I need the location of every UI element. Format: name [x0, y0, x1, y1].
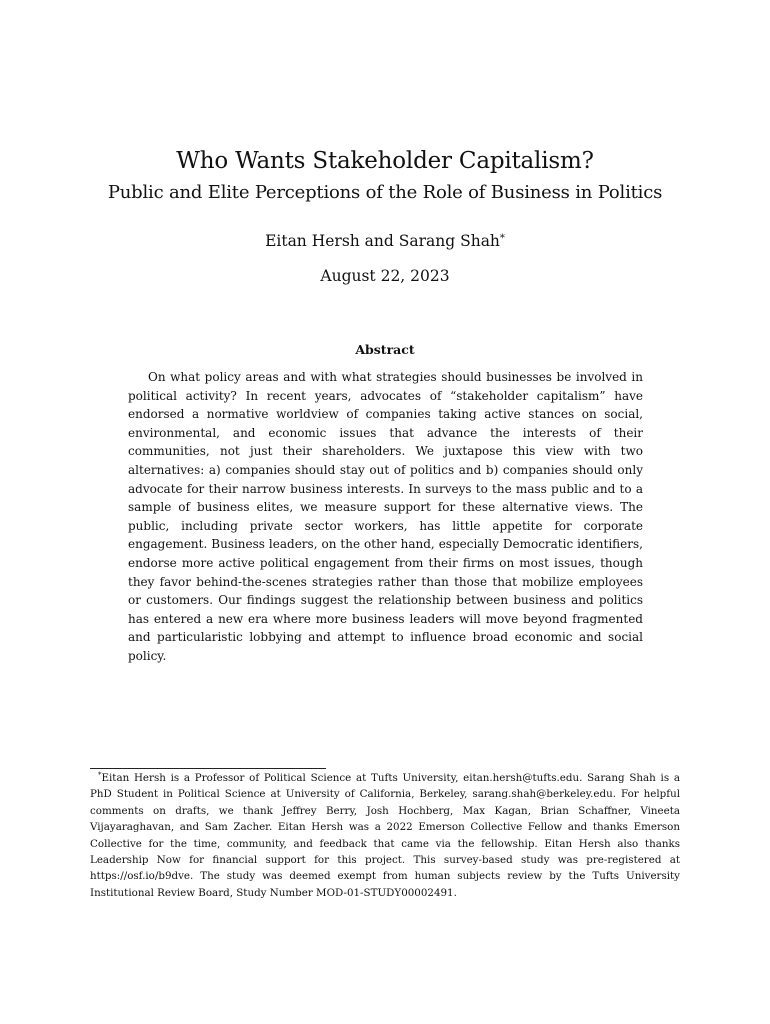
footnote-marker: * [98, 771, 102, 779]
paper-title: Who Wants Stakeholder Capitalism? [176, 148, 594, 174]
author-line [0, 231, 770, 251]
author-names: Eitan Hersh and Sarang Shah [265, 232, 500, 250]
publication-date: August 22, 2023 [320, 267, 450, 285]
paper-subtitle: Public and Elite Perceptions of the Role of Business in Politics [107, 182, 663, 203]
footnote-divider [90, 768, 326, 769]
author-footnote-marker: * [499, 233, 505, 244]
abstract-text: On what policy areas and with what strategies should businesses be involved in political activity? In recent years, advocates of “stakeholder capitalism” have endorsed a normative worldview of companies taking active stances on social, environmental, and economic issues that advance the interests of their communities, not just their shareholders. We juxtapose this view with two alternatives: a) companies should stay out of politics and b) companies should only advocate for their narrow business interests. In surveys to the mass public and to a sample of business elites, we measure support for these alternative views. The public, including private sector workers, has little appetite for corporate engagement. Business leaders, on the other hand, especially Democratic identifiers, endorse more active political engagement from their firms on most issues, though they favor behind-the-scenes strategies rather than those that mobilize employees or customers. Our findings suggest the relationship between business and politics has entered a new era where more business leaders will move beyond fragmented and particularistic lobbying and attempt to influence broad economic and social policy. [128, 370, 643, 663]
abstract-heading: Abstract [355, 342, 415, 357]
footnote-text: Eitan Hersh is a Professor of Political Science at Tufts University, eitan.hersh@tufts.edu. Sarang Shah is a PhD Student in Political Science at University of California, Berkeley, sarang.shah@berkeley.edu. For helpful comments on drafts, we thank Jeffrey Berry, Josh Hochberg, Max Kagan, Brian Schaffner, Vineeta Vijayaraghavan, and Sam Zacher. Eitan Hersh was a 2022 Emerson Collective Fellow and thanks Emerson Collective for the time, community, and feedback that came via the fellowship. Eitan Hersh also thanks Leadership Now for financial support for this project. This survey-based study was pre-registered at https://osf.io/b9dve. The study was deemed exempt from human subjects review by the Tufts University Institutional Review Board, Study Number MOD-01-STUDY00002491. [90, 772, 680, 899]
author-footnote [90, 770, 680, 901]
